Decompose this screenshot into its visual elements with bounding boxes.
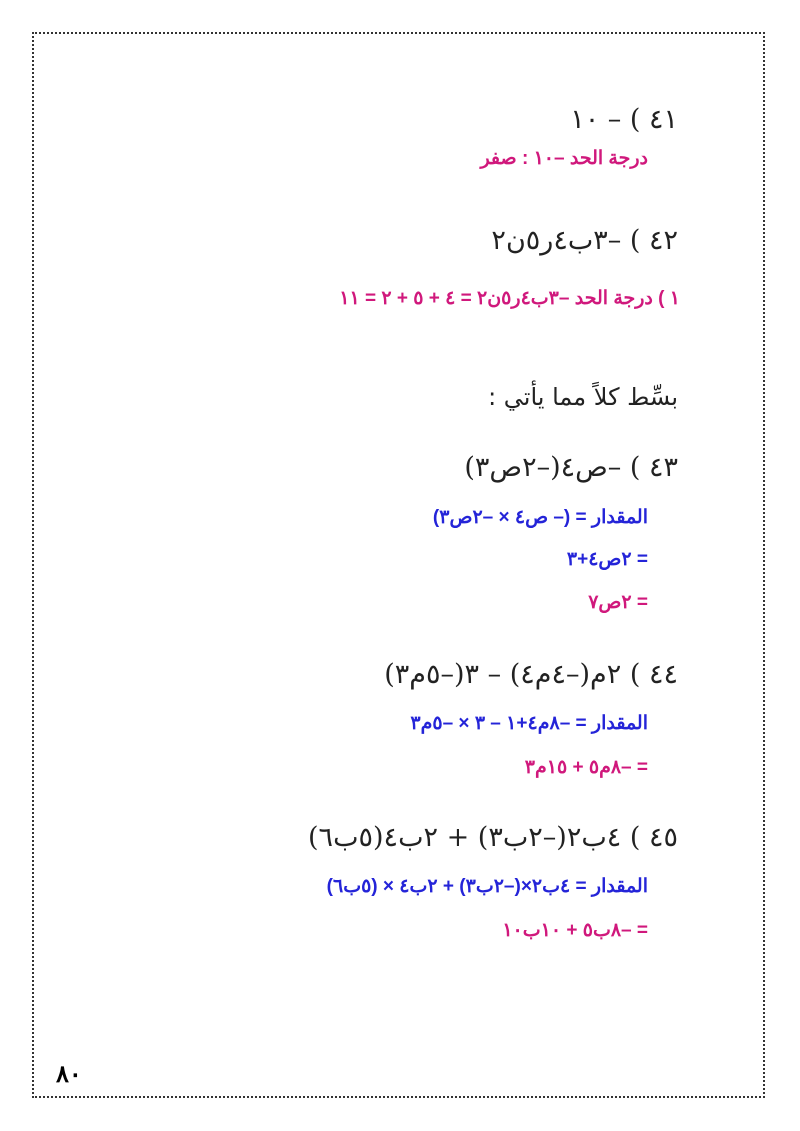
q45-prompt: ٤٥ ) ٤ب٢(–٢ب٣) + ٢ب٤(٥ب٦) — [308, 822, 678, 853]
q45-step-1: المقدار = ٤ب٢×(–٢ب٣) + ٢ب٤ × (٥ب٦) — [326, 876, 648, 897]
q43-step-2: = ٢ص٤+٣ — [566, 549, 648, 570]
q42-answer: ١ ) درجة الحد –٣ب٤ر٥ن٢ = ٤ + ٥ + ٢ = ١١ — [339, 288, 680, 309]
q45-result: = –٨ب٥ + ١٠ب١٠ — [502, 920, 648, 941]
q41-answer: درجة الحد –١٠ : صفر — [480, 148, 648, 169]
q43-prompt: ٤٣ ) –ص٤(–٢ص٣) — [464, 452, 678, 483]
q44-prompt: ٤٤ ) ٢م(–٤م٤) – ٣(–٥م٣) — [384, 659, 678, 690]
section-heading: بسِّط كلاً مما يأتي : — [488, 383, 678, 411]
page-number: ٨٠ — [56, 1061, 82, 1088]
q43-step-1: المقدار = (– ص٤ × –٢ص٣) — [432, 507, 648, 528]
page-border — [32, 32, 765, 1098]
q41-prompt: ٤١ ) – ١٠ — [570, 104, 678, 135]
q44-step-1: المقدار = –٨م٤+١ – ٣ × –٥م٣ — [410, 713, 648, 734]
q42-prompt: ٤٢ ) –٣ب٤ر٥ن٢ — [491, 225, 678, 256]
q44-result: = –٨م٥ + ١٥م٣ — [524, 757, 648, 778]
q43-result: = ٢ص٧ — [588, 592, 648, 613]
